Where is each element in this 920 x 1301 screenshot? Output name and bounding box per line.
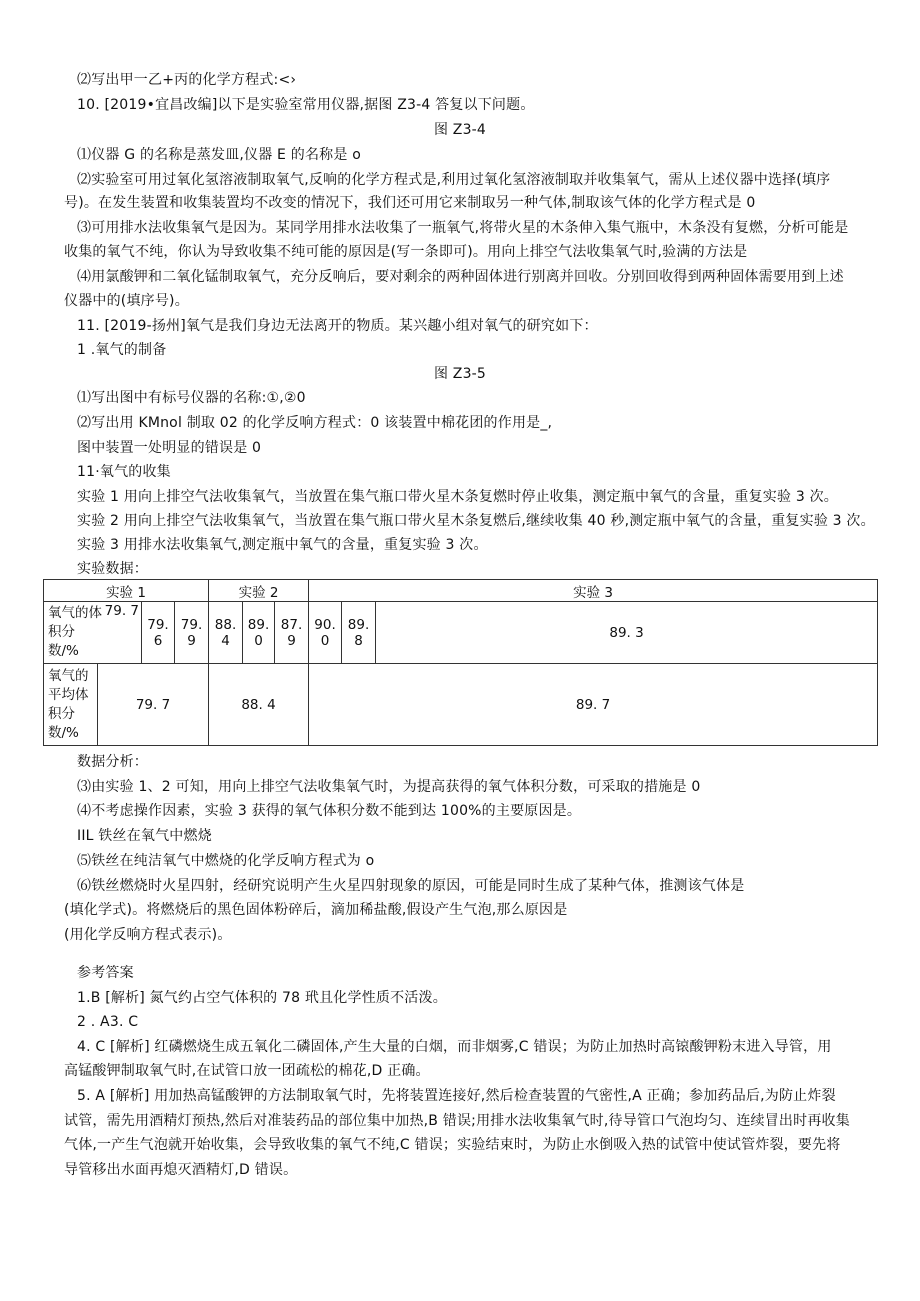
row-label-average: 氧气的平均体积分数/% (44, 664, 98, 746)
table-cell: 87. 9 (275, 602, 309, 664)
answer-4-line1: 4. C [解析] 红磷燃烧生成五氧化二磷固体,产生大量的白烟，而非烟雾,C 错误；为防止加热时高锿酸钾粉末进入导管，用 (77, 1039, 832, 1055)
q10-part2-line1: ⑵实验室可用过氧化氢溶液制取氧气,反响的化学方程式是,利用过氧化氢溶液制取并收集氧气，需从上述仪器中选择(填序 (77, 172, 831, 188)
q9-part2: ⑵写出甲一乙+丙的化学方程式:<› (77, 72, 297, 88)
q10-part2-line2: 号)。在发生装置和收集装置均不改变的情况下，我们还可用它来制取另一种气体,制取该气体的化学方程式是 0 (64, 195, 756, 211)
answer-5-line4: 导管移出水面再熄灭酒精灯,D 错误。 (64, 1162, 298, 1178)
q10-part4-line1: ⑷用氯酸钾和二氧化锰制取氧气，充分反响后，要对剩余的两种固体进行别离并回收。分别回收得到两种固体需要用到上述 (77, 269, 844, 285)
row-label-volume-fraction (44, 602, 142, 664)
header-experiment-3: 实验 3 (309, 580, 878, 602)
q11-part6-line2: (填化学式)。将燃烧后的黑色固体粉碎后，滴加稀盐酸,假设产生气泡,那么原因是 (64, 902, 568, 918)
answer-1: 1.B [解析] 氮气约占空气体积的 78 玳且化学性质不活泼。 (77, 990, 447, 1006)
table-row-average (44, 664, 878, 746)
q11-section2-heading: 11·氧气的收集 (77, 464, 171, 480)
table-cell: 89. 8 (342, 602, 376, 664)
experiment-2-text: 实验 2 用向上排空气法收集氧气，当放置在集气瓶口带火星木条复燃后,继续收集 40 秒,测定瓶中氧气的含量，重复实验 3 次。 (77, 513, 875, 529)
table-cell: 79. 7 (98, 664, 209, 746)
q11-part5: ⑸铁丝在纯洁氧气中燃烧的化学反响方程式为 o (77, 853, 375, 869)
table-cell: 79. 9 (175, 602, 209, 664)
q11-part2-line1: ⑵写出用 KMnol 制取 02 的化学反响方程式：0 该装置中棉花团的作用是_, (77, 415, 553, 431)
table-cell: 89. 7 (309, 664, 878, 746)
table-cell: 88. 4 (209, 602, 243, 664)
q11-part3: ⑶由实验 1、2 可知，用向上排空气法收集氧气时，为提高获得的氧气体积分数，可采取的措施是 0 (77, 779, 701, 795)
table-cell: 79. 6 (142, 602, 175, 664)
table-cell: 89. 0 (243, 602, 275, 664)
answers-heading: 参考答案 (77, 965, 134, 981)
header-experiment-2: 实验 2 (209, 580, 309, 602)
q11-part6-line3: (用化学反响方程式表示)。 (64, 927, 232, 943)
q10-title: 10. [2019•宜昌改编]以下是实验室常用仪器,据图 Z3-4 答复以下问题。 (77, 97, 535, 113)
table-cell: 89. 3 (376, 602, 878, 664)
q11-section3-heading: IIL 铁丝在氧气中燃烧 (77, 828, 212, 844)
experiment-3-text: 实验 3 用排水法收集氧气,测定瓶中氧气的含量，重复实验 3 次。 (77, 537, 488, 553)
answer-5-line1: 5. A [解析] 用加热高锰酸钾的方法制取氧气时，先将装置连接好,然后检查装置的气密性,A 正确；参加药品后,为防止炸裂 (77, 1088, 836, 1104)
header-experiment-1: 实验 1 (44, 580, 209, 602)
table-cell: 90. 0 (309, 602, 342, 664)
figure-z3-5-caption: 图 Z3-5 (433, 366, 487, 382)
figure-z3-4-caption: 图 Z3-4 (433, 122, 487, 138)
table-cell: 79. 7 (104, 603, 139, 619)
answer-5-line3: 气体,一产生气泡就开始收集，会导致收集的氧气不纯,C 错误；实验结束时，为防止水倒吸入热的试管中使试管炸裂，要先将 (64, 1137, 841, 1153)
q11-title: 11. [2019-扬州]氧气是我们身边无法离开的物质。某兴趣小组对氧气的研究如下： (77, 318, 598, 334)
data-label: 实验数据： (77, 561, 148, 577)
q10-part3-line1: ⑶可用排水法收集氧气是因为。某同学用排水法收集了一瓶氧气,将带火星的木条伸入集气瓶中，木条没有复燃，分析可能是 (77, 220, 849, 236)
q11-section1-heading: 1 .氧气的制备 (77, 342, 167, 358)
answer-5-line2: 试管，需先用酒精灯预热,然后对准装药品的部位集中加热,B 错误;用排水法收集氧气时,待导管口气泡均匀、连续冒出时再收集 (64, 1113, 850, 1129)
q11-part2-line2: 图中装置一处明显的错误是 0 (77, 440, 262, 456)
answer-2-3: 2 . A3. C (77, 1014, 139, 1030)
q11-part1: ⑴写出图中有标号仪器的名称:①,②0 (77, 390, 306, 406)
q10-part4-line2: 仪器中的(填序号)。 (64, 293, 189, 309)
row-label-text: 氧气的体积分数/% (48, 605, 102, 659)
analysis-label: 数据分析： (77, 754, 148, 770)
q10-part3-line2: 收集的氧气不纯，你认为导致收集不纯可能的原因是(写一条即可)。用向上排空气法收集氧气时,验满的方法是 (64, 244, 748, 260)
q11-part6-line1: ⑹铁丝燃烧时火星四射，经研究说明产生火星四射现象的原因，可能是同时生成了某种气体，推测该气体是 (77, 878, 745, 894)
table-cell: 88. 4 (209, 664, 309, 746)
q10-part1: ⑴仪器 G 的名称是蒸发皿,仪器 E 的名称是 o (77, 147, 361, 163)
table-row-volume-fraction (44, 602, 878, 664)
experiment-1-text: 实验 1 用向上排空气法收集氧气，当放置在集气瓶口带火星木条复燃时停止收集，测定瓶中氧气的含量，重复实验 3 次。 (77, 489, 839, 505)
table-header-row (44, 580, 878, 602)
answer-4-line2: 高锰酸钾制取氧气时,在试管口放一团疏松的棉花,D 正确。 (64, 1063, 430, 1079)
experiment-data-table (43, 579, 878, 746)
q11-part4: ⑷不考虑操作因素，实验 3 获得的氧气体积分数不能到达 100%的主要原因是。 (77, 803, 582, 819)
